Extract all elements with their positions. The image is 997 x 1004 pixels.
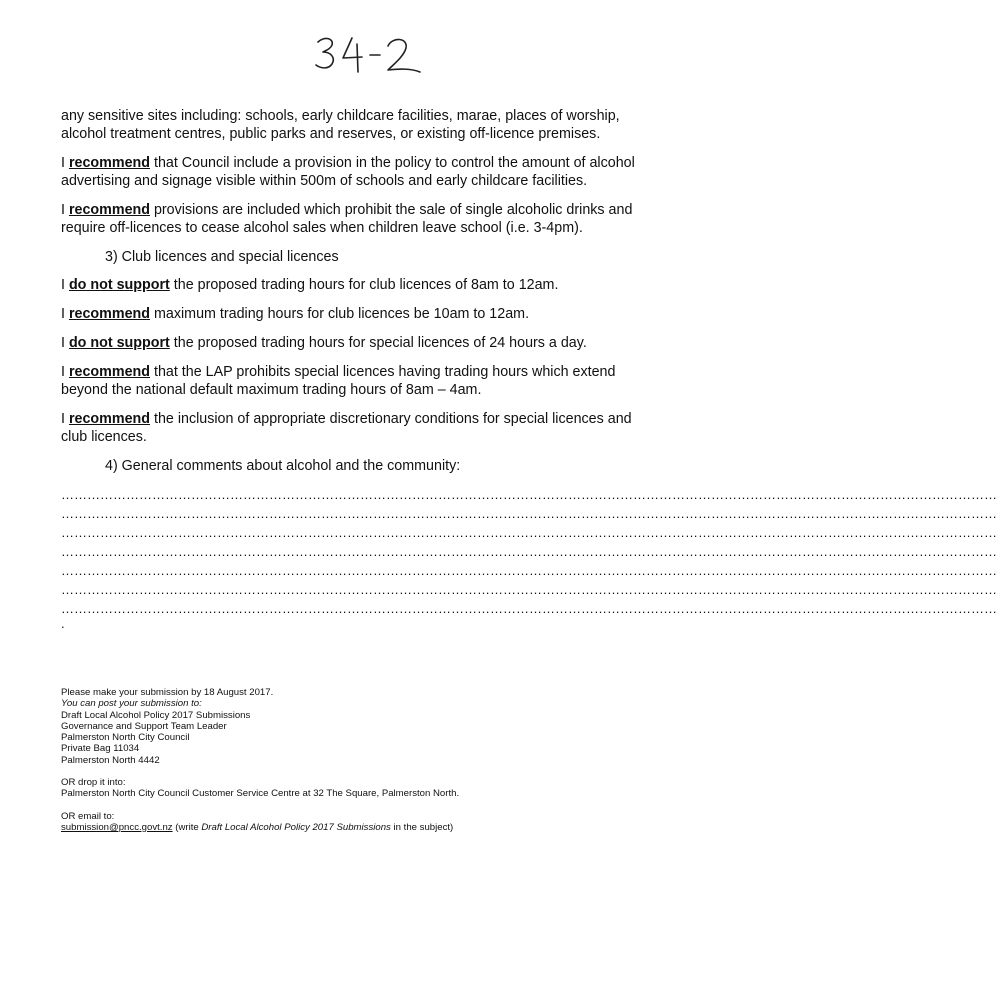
post-intro-text: You can post your submission to:: [61, 698, 202, 710]
comment-line: ………………………………………………………………………………………………………………………………………………………………………………………………: [61, 487, 997, 502]
comment-line: ………………………………………………………………………………………………………………………………………………………………………………………………: [61, 563, 997, 578]
email-link[interactable]: submission@pncc.govt.nz: [61, 821, 173, 833]
paragraph-prefix: I: [61, 335, 69, 351]
comment-line: ………………………………………………………………………………………………………………………………………………………………………………………………: [61, 582, 997, 597]
paragraph-prefix: I: [61, 277, 69, 293]
paragraph-text: the inclusion of appropriate discretionary conditions for special licences and club licences.: [61, 411, 632, 445]
paragraph-discretionary-conditions: [61, 410, 636, 446]
paragraph-text: that the LAP prohibits special licences having trading hours which extend beyond the national default maximum trading hours of 8am – 4am.: [61, 364, 616, 398]
paragraph-text: the proposed trading hours for club licences of 8am to 12am.: [169, 277, 559, 293]
paragraph-prefix: I: [61, 155, 69, 171]
drop-intro: OR drop it into:: [61, 777, 126, 789]
post-intro: [61, 698, 641, 709]
recommend-emphasis: recommend: [68, 364, 150, 380]
paragraph-prefix: I: [61, 364, 69, 380]
paragraph-text: provisions are included which prohibit the sale of single alcoholic drinks and require off-licences to cease alcohol sales when children leave school (i.e. 3-4pm).: [61, 202, 633, 236]
email-note: (write: [172, 821, 202, 833]
paragraph-text: that Council include a provision in the policy to control the amount of alcohol advertising and signage visible within 500m of schools and early childcare facilities.: [61, 155, 635, 189]
recommend-emphasis: recommend: [68, 155, 150, 171]
email-line: [61, 822, 641, 833]
paragraph-advertising: [61, 154, 636, 190]
paragraph-club-hours-oppose: [61, 276, 636, 294]
address-line: Palmerston North 4442: [61, 754, 160, 766]
comment-line: ………………………………………………………………………………………………………………………………………………………………………………………………: [61, 544, 997, 559]
paragraph-special-hours-oppose: [61, 334, 636, 352]
comment-line: ………………………………………………………………………………………………………………………………………………………………………………………………: [61, 601, 997, 616]
comment-line: ………………………………………………………………………………………………………………………………………………………………………………………………: [61, 525, 997, 540]
email-intro: OR email to:: [61, 810, 115, 822]
submission-instructions: [61, 687, 641, 833]
paragraph-sensitive-sites: [61, 107, 636, 143]
section-heading-general-comments: 4) General comments about alcohol and the community:: [105, 458, 461, 474]
paragraph-club-hours-recommend: [61, 305, 636, 323]
do-not-support-emphasis: do not support: [68, 335, 170, 351]
submission-deadline: Please make your submission by 18 August 2017.: [61, 687, 274, 698]
email-note: in the subject): [390, 821, 454, 833]
paragraph-text: any sensitive sites including: schools, early childcare facilities, marae, places of worship, alcohol treatment centres, public parks and reserves, or existing off-licence premises.: [61, 108, 620, 142]
address-line: Draft Local Alcohol Policy 2017 Submissions: [61, 709, 251, 721]
section-heading-club-special: 3) Club licences and special licences: [105, 249, 339, 265]
do-not-support-emphasis: do not support: [68, 277, 170, 293]
comment-lines: [61, 485, 997, 632]
comment-line: ………………………………………………………………………………………………………………………………………………………………………………………………: [61, 506, 997, 521]
recommend-emphasis: recommend: [68, 411, 150, 427]
address-line: Governance and Support Team Leader: [61, 720, 227, 732]
comment-line-end: .: [61, 616, 65, 631]
handwritten-page-number: [312, 32, 432, 76]
paragraph-text: maximum trading hours for club licences be 10am to 12am.: [150, 306, 530, 322]
paragraph-prefix: I: [61, 202, 69, 218]
paragraph-special-hours-prohibit: [61, 363, 636, 399]
drop-location: Palmerston North City Council Customer Service Centre at 32 The Square, Palmerston North.: [61, 788, 460, 800]
paragraph-single-drinks: [61, 201, 636, 237]
paragraph-text: the proposed trading hours for special licences of 24 hours a day.: [169, 335, 587, 351]
recommend-emphasis: recommend: [68, 202, 150, 218]
recommend-emphasis: recommend: [68, 306, 150, 322]
document-body: [61, 107, 997, 632]
address-line: Private Bag 11034: [61, 743, 140, 755]
paragraph-prefix: I: [61, 306, 69, 322]
address-line: Palmerston North City Council: [61, 732, 190, 744]
paragraph-prefix: I: [61, 411, 69, 427]
handwritten-number-drawing: [312, 32, 432, 76]
email-subject-italic: Draft Local Alcohol Policy 2017 Submissions: [201, 821, 391, 833]
